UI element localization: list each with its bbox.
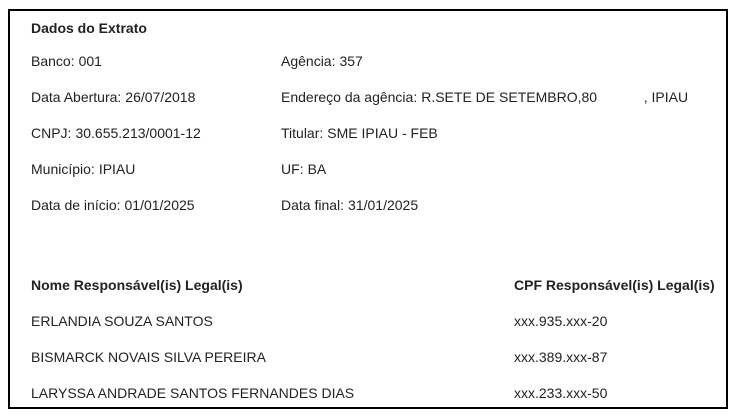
field-label: Município: (31, 161, 95, 177)
responsible-name: BISMARCK NOVAIS SILVA PEREIRA (31, 349, 266, 365)
field-cnpj (31, 115, 281, 151)
field-label: CNPJ: (31, 125, 72, 141)
field-banco (31, 43, 281, 79)
field-value: 001 (78, 53, 102, 69)
field-data-abertura (31, 79, 281, 115)
responsible-cpf: xxx.233.xxx-50 (514, 385, 608, 401)
field-label: Agência: (281, 53, 336, 69)
field-value: 26/07/2018 (125, 89, 196, 105)
field-municipio (31, 151, 281, 187)
field-label: UF: (281, 161, 304, 177)
responsible-name-header: Nome Responsável(is) Legal(is) (31, 277, 243, 293)
responsible-cpf: xxx.935.xxx-20 (514, 313, 608, 329)
field-label: Banco: (31, 53, 75, 69)
responsible-cpf: xxx.389.xxx-87 (514, 349, 608, 365)
field-uf (281, 151, 726, 187)
field-data-inicio (31, 187, 281, 223)
field-value: BA (307, 161, 327, 177)
field-value: 357 (339, 53, 363, 69)
field-label: Data final: (281, 197, 345, 213)
responsible-name: ERLANDIA SOUZA SANTOS (31, 313, 213, 329)
field-endereco-agencia (281, 79, 726, 115)
responsible-cpf-header: CPF Responsável(is) Legal(is) (514, 277, 715, 293)
field-agencia (281, 43, 726, 79)
field-value: R.SETE DE SETEMBRO,80 , IPIAU (421, 89, 689, 105)
field-label: Data Abertura: (31, 89, 122, 105)
field-value: 30.655.213/0001-12 (75, 125, 201, 141)
field-label: Titular: (281, 125, 324, 141)
panel-title: Dados do Extrato (31, 20, 147, 36)
field-value: IPIAU (98, 161, 136, 177)
responsible-name: LARYSSA ANDRADE SANTOS FERNANDES DIAS (31, 385, 355, 401)
field-label: Data de início: (31, 197, 121, 213)
responsibles-table (31, 267, 726, 411)
field-data-final (281, 187, 726, 223)
field-value: 31/01/2025 (348, 197, 419, 213)
field-value: 01/01/2025 (124, 197, 195, 213)
field-titular (281, 115, 726, 151)
extract-info-grid (31, 43, 726, 223)
extract-panel (8, 9, 728, 409)
field-value: SME IPIAU - FEB (327, 125, 438, 141)
responsibles-section (31, 267, 726, 411)
field-label: Endereço da agência: (281, 89, 418, 105)
